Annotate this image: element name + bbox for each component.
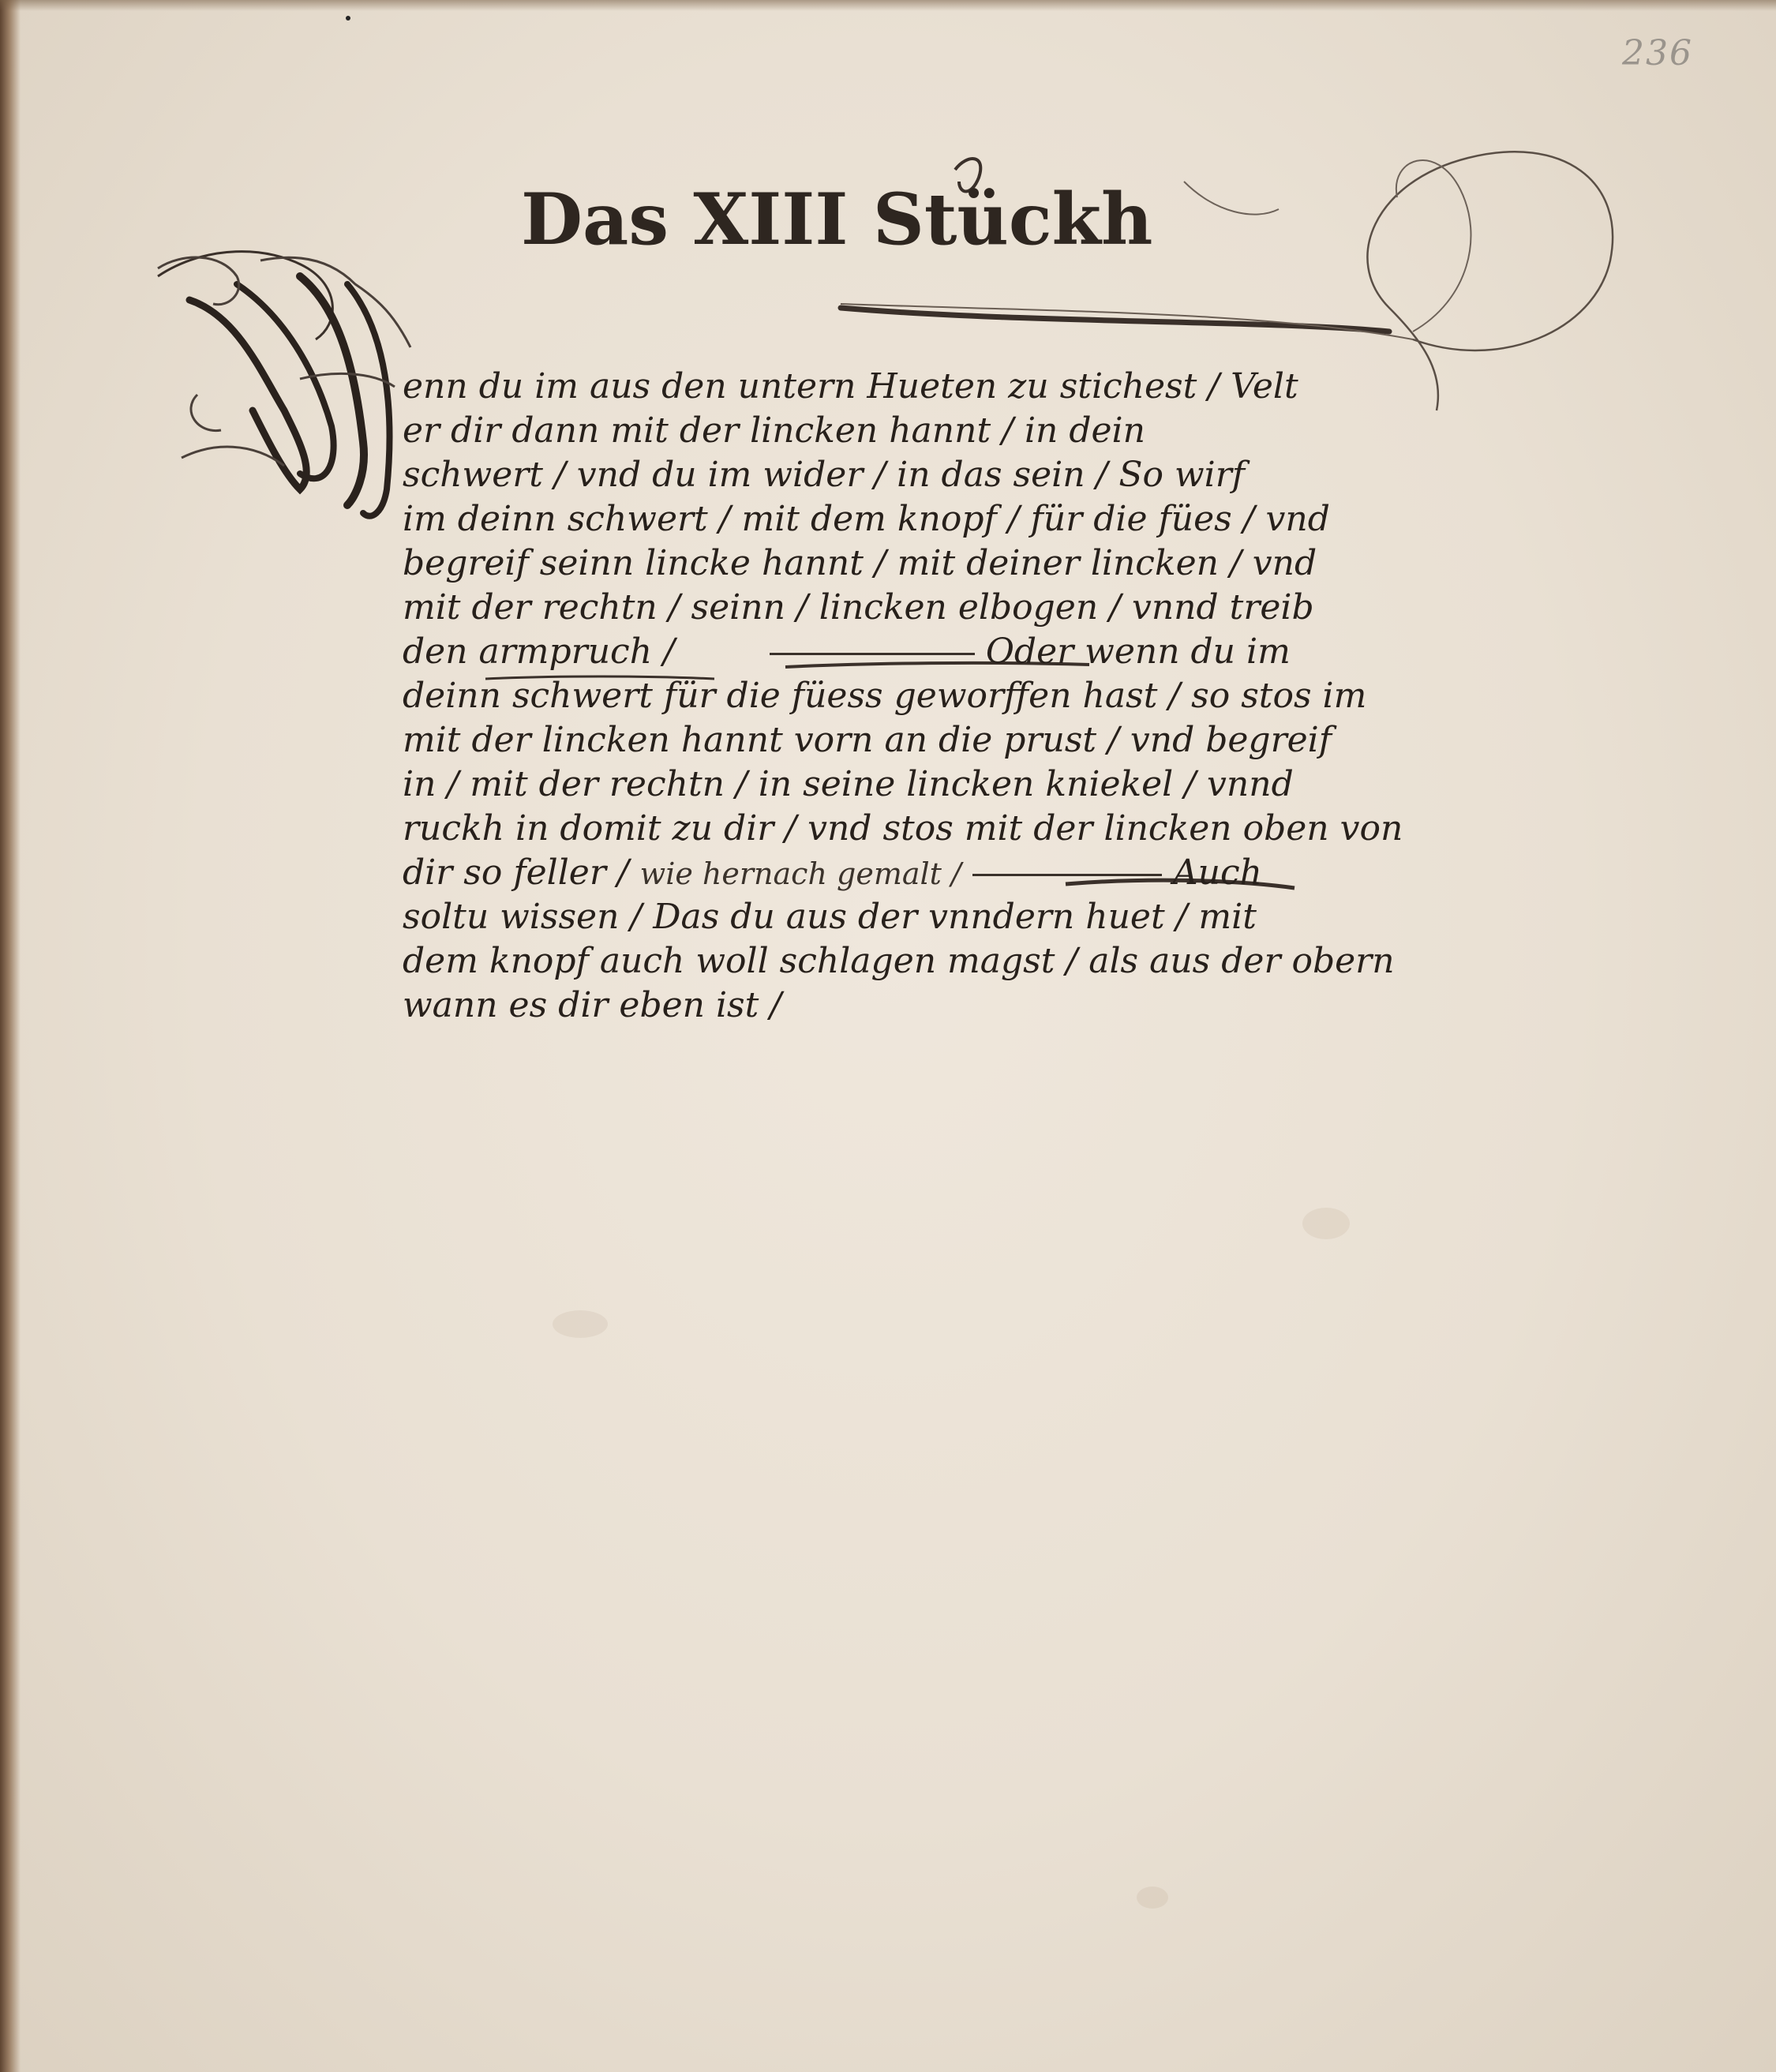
text-line: den armpruch / (403, 631, 675, 672)
text-line: begreif seinn lincke hannt / mit deiner lincken / vnd (403, 543, 1317, 583)
annotation-text: wie hernach gemalt / (639, 856, 961, 891)
text-line: ruckh in domit zu dir / vnd stos mit der lincken oben von (403, 808, 1403, 849)
binding-shadow (0, 0, 21, 2072)
text-line: wann es dir eben ist / (403, 985, 782, 1025)
paper-spot (1302, 1208, 1350, 1239)
text-line: Oder wenn du im (985, 631, 1291, 672)
text-line: in / mit der rechtn / in seine lincken kniekel / vnnd (403, 764, 1294, 804)
text-line: Auch (1172, 852, 1262, 893)
text-line-group (403, 630, 1531, 674)
text-line: soltu wissen / Das du aus der vnndern huet / mit (403, 897, 1257, 937)
text-line: enn du im aus den untern Hueten zu stichest / Velt (403, 366, 1298, 407)
top-edge-shadow (0, 0, 1776, 11)
paper-spot (1137, 1887, 1168, 1909)
text-line: er dir dann mit der lincken hannt / in dein (403, 410, 1145, 451)
manuscript-body (403, 365, 1531, 1028)
ink-dot (346, 16, 350, 21)
text-line: schwert / vnd du im wider / in das sein / So wirf (403, 455, 1246, 495)
text-line: mit der lincken hannt vorn an die prust / vnd begreif (403, 720, 1332, 760)
text-line: im deinn schwert / mit dem knopf / für die fües / vnd (403, 499, 1330, 539)
text-line: mit der rechtn / seinn / lincken elbogen / vnnd treib (403, 587, 1314, 628)
text-line-group (403, 851, 1531, 895)
section-heading: Das XIII Stückh (521, 178, 1153, 261)
text-line: deinn schwert für die füess geworffen hast / so stos im (403, 676, 1367, 716)
text-line: dem knopf auch woll schlagen magst / als aus der obern (403, 941, 1395, 981)
inline-rule (770, 653, 975, 655)
paper-spot (553, 1310, 608, 1338)
text-line: dir so feller / (403, 852, 629, 893)
inline-rule (972, 874, 1162, 876)
folio-number: 236 (1622, 33, 1693, 73)
